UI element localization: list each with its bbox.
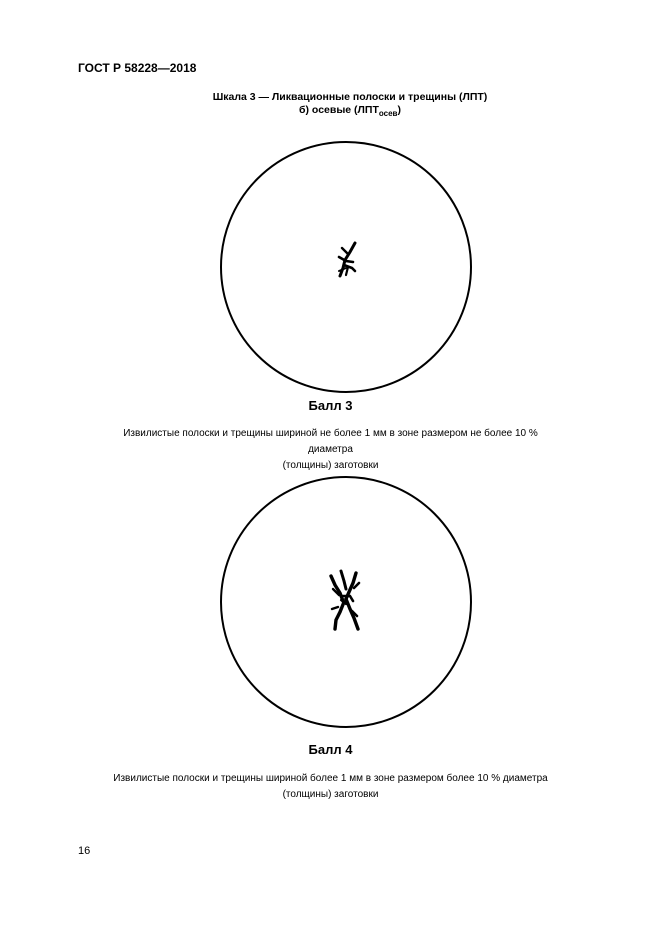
- scale-title: [150, 91, 550, 120]
- scale-title-line2: [150, 104, 550, 120]
- grade-3-description: [100, 426, 561, 474]
- grade-4-description-line1: Извилистые полоски и трещины шириной более 1 мм в зоне размером более 10 % диаметра: [113, 773, 548, 784]
- grade-4-crack-cluster: [331, 571, 359, 629]
- grade-3-label: Балл 3: [308, 398, 353, 413]
- grade-4-description: [100, 771, 561, 803]
- grade-4-label: Балл 4: [308, 742, 353, 757]
- grade-4-description-line2: (толщины) заготовки: [282, 789, 379, 800]
- grade-3-description-line2: (толщины) заготовки: [282, 460, 379, 471]
- page-number: 16: [78, 845, 91, 857]
- scale-title-line1: Шкала 3 — Ликвационные полоски и трещины (ЛПТ): [212, 91, 488, 103]
- grade-3-macrostructure-figure: [219, 140, 473, 394]
- scale-title-subscript: осев: [378, 109, 398, 119]
- grade-3-crack-cluster: [339, 243, 355, 276]
- scale-title-suffix: ): [397, 104, 401, 116]
- standard-code: ГОСТ Р 58228—2018: [78, 61, 197, 75]
- grade-3-description-line1: Извилистые полоски и трещины шириной не более 1 мм в зоне размером не более 10 % диаметра: [123, 428, 538, 455]
- grade-4-macrostructure-figure: [219, 475, 473, 729]
- scale-title-prefix: б) осевые (ЛПТ: [299, 104, 379, 116]
